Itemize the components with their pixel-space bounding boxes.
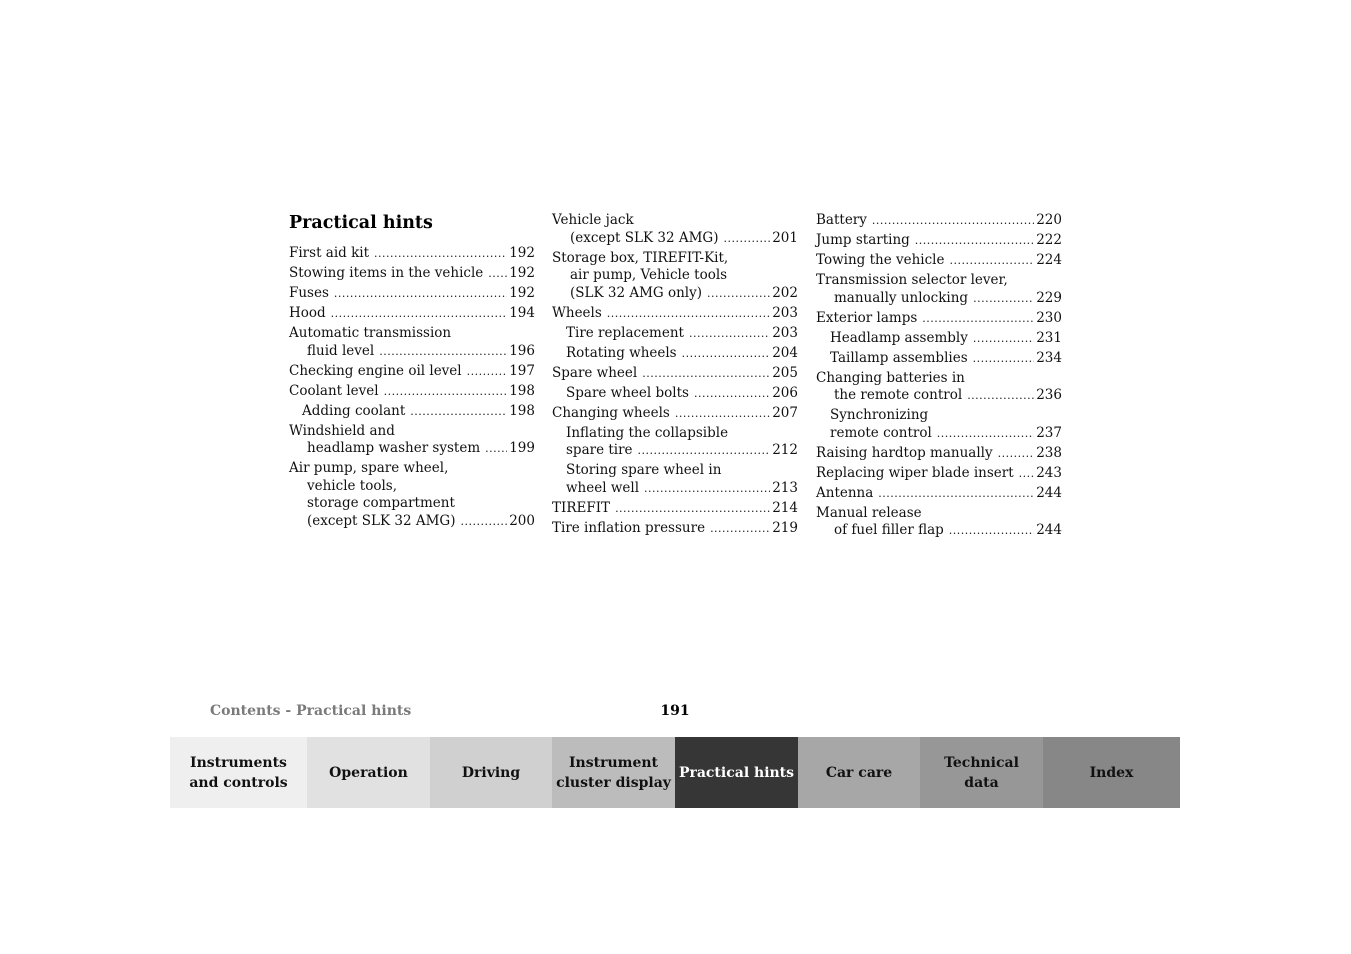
entry-line <box>816 445 1062 463</box>
index-entry <box>552 405 798 423</box>
entry-line <box>816 370 1062 388</box>
entry-line <box>552 305 798 323</box>
entry-line <box>816 350 1062 368</box>
entry-line <box>816 212 1062 230</box>
dot-leader <box>374 245 507 263</box>
entry-line <box>816 505 1062 523</box>
entry-line <box>816 407 1062 425</box>
index-entry <box>816 330 1062 348</box>
entry-line <box>289 403 535 421</box>
index-entry <box>552 365 798 383</box>
entry-page-number: 243 <box>1036 464 1062 481</box>
entry-line <box>816 252 1062 270</box>
entry-page-number: 202 <box>772 284 798 301</box>
entry-line <box>289 383 535 401</box>
index-entry <box>816 465 1062 483</box>
entry-page-number: 222 <box>1036 232 1062 248</box>
dot-leader <box>644 480 770 498</box>
entry-page-number: 203 <box>772 304 798 321</box>
entry-line <box>816 522 1062 540</box>
index-entry <box>289 403 535 421</box>
entry-line <box>816 330 1062 348</box>
entry-line <box>289 478 535 496</box>
index-entry <box>816 445 1062 463</box>
entry-page-number: 194 <box>509 305 535 321</box>
tab-operation[interactable]: Operation <box>307 737 430 808</box>
dot-leader <box>998 445 1035 463</box>
entry-title: Spare wheel bolts <box>566 384 689 401</box>
entry-title: TIREFIT <box>552 499 611 516</box>
entry-line <box>816 387 1062 405</box>
index-entry <box>289 460 535 530</box>
dot-leader <box>675 405 770 423</box>
contents-column-2 <box>552 212 798 540</box>
entry-page-number: 219 <box>772 519 798 536</box>
entry-line <box>289 245 535 263</box>
entry-title: manually unlocking <box>834 289 969 306</box>
entry-title: wheel well <box>566 479 640 496</box>
dot-leader <box>488 265 507 283</box>
entry-page-number: 224 <box>1036 252 1062 268</box>
dot-leader <box>331 305 508 323</box>
entry-title: Stowing items in the vehicle <box>289 265 484 281</box>
entry-page-number: 205 <box>772 364 798 381</box>
entry-line <box>552 405 798 423</box>
entry-line <box>552 345 798 363</box>
index-entry <box>552 425 798 460</box>
contents-column-1 <box>289 212 535 533</box>
index-entry <box>816 370 1062 405</box>
entry-line <box>552 462 798 480</box>
entry-page-number: 200 <box>509 512 535 529</box>
entry-line <box>289 305 535 323</box>
dot-leader <box>973 330 1034 348</box>
index-entry <box>816 252 1062 270</box>
entry-line <box>816 425 1062 443</box>
entry-page-number: 197 <box>509 362 535 379</box>
index-entry <box>289 305 535 323</box>
entry-title: Transmission selector lever, <box>816 272 1008 288</box>
tab-technical-data[interactable]: Technical data <box>920 737 1043 808</box>
entry-title: (except SLK 32 AMG) <box>570 229 719 246</box>
index-entry <box>289 265 535 283</box>
entry-list <box>552 212 798 537</box>
tab-instrument-cluster-display[interactable]: Instrument cluster display <box>552 737 675 808</box>
dot-leader <box>460 513 507 531</box>
entry-line <box>552 250 798 268</box>
entry-page-number: 213 <box>772 479 798 496</box>
entry-line <box>552 230 798 248</box>
entry-page-number: 237 <box>1036 424 1062 441</box>
dot-leader <box>384 383 508 401</box>
entry-line <box>552 285 798 303</box>
dot-leader <box>922 310 1034 328</box>
entry-line <box>552 425 798 443</box>
entry-page-number: 192 <box>509 285 535 301</box>
entry-page-number: 234 <box>1036 349 1062 366</box>
index-entry <box>552 212 798 247</box>
entry-title: Changing batteries in <box>816 369 965 386</box>
entry-line <box>289 440 535 458</box>
entry-line <box>289 460 535 478</box>
entry-title: Spare wheel <box>552 364 638 381</box>
index-entry <box>816 485 1062 503</box>
entry-title: Storing spare wheel in <box>566 462 722 478</box>
entry-page-number: 244 <box>1036 484 1062 501</box>
entry-title: Windshield and <box>289 422 395 439</box>
entry-page-number: 207 <box>772 404 798 421</box>
entry-line <box>816 310 1062 328</box>
index-entry <box>289 325 535 360</box>
entry-page-number: 198 <box>509 402 535 419</box>
dot-leader <box>973 290 1034 308</box>
dot-leader <box>410 403 507 421</box>
dot-leader <box>723 230 770 248</box>
chapter-tab-bar <box>170 737 1180 808</box>
index-entry <box>552 520 798 538</box>
entry-line <box>289 343 535 361</box>
dot-leader <box>710 520 770 538</box>
entry-line <box>289 513 535 531</box>
entry-title: Tire replacement <box>566 324 684 341</box>
entry-title: air pump, Vehicle tools <box>570 267 728 283</box>
index-entry <box>816 407 1062 442</box>
entry-title: Coolant level <box>289 382 379 399</box>
dot-leader <box>638 442 771 460</box>
tab-instruments-and-controls[interactable]: Instruments and controls <box>170 737 307 808</box>
tab-practical-hints[interactable]: Practical hints <box>675 737 798 808</box>
entry-line <box>552 480 798 498</box>
dot-leader <box>707 285 770 303</box>
entry-title: First aid kit <box>289 245 370 261</box>
entry-title: Headlamp assembly <box>830 329 968 346</box>
entry-page-number: 206 <box>772 384 798 401</box>
entry-line <box>816 272 1062 290</box>
tab-index[interactable]: Index <box>1043 737 1180 808</box>
entry-title: of fuel filler flap <box>834 522 944 538</box>
entry-title: Checking engine oil level <box>289 362 462 379</box>
index-entry <box>552 500 798 518</box>
entry-line <box>552 520 798 538</box>
index-entry <box>289 363 535 381</box>
entry-line <box>289 363 535 381</box>
dot-leader <box>615 500 770 518</box>
index-entry <box>816 272 1062 307</box>
entry-title: Wheels <box>552 304 602 321</box>
entry-title: Jump starting <box>816 232 910 248</box>
dot-leader <box>872 212 1034 230</box>
entry-title: Rotating wheels <box>566 344 677 361</box>
entry-page-number: 198 <box>509 382 535 399</box>
dot-leader <box>949 522 1034 540</box>
entry-title: Replacing wiper blade insert <box>816 464 1014 481</box>
index-entry <box>289 383 535 401</box>
entry-title: Storage box, TIREFIT-Kit, <box>552 249 729 266</box>
entry-title: (SLK 32 AMG only) <box>570 284 703 301</box>
entry-title: Exterior lamps <box>816 309 918 326</box>
entry-title: Vehicle jack <box>552 212 634 228</box>
dot-leader <box>607 305 770 323</box>
entry-line <box>552 267 798 285</box>
entry-line <box>552 365 798 383</box>
index-entry <box>816 310 1062 328</box>
dot-leader <box>694 385 770 403</box>
entry-title: the remote control <box>834 387 963 403</box>
dot-leader <box>973 350 1035 368</box>
dot-leader <box>1019 465 1035 483</box>
dot-leader <box>878 485 1034 503</box>
entry-title: Adding coolant <box>302 402 406 419</box>
entry-line <box>816 290 1062 308</box>
entry-line <box>289 495 535 513</box>
entry-title: headlamp washer system <box>307 440 481 456</box>
entry-title: Inflating the collapsible <box>566 424 729 441</box>
entry-line <box>552 325 798 343</box>
index-entry <box>552 462 798 497</box>
dot-leader <box>937 425 1034 443</box>
section-heading: Practical hints <box>289 213 433 233</box>
entry-title: Towing the vehicle <box>816 252 945 268</box>
index-entry <box>816 505 1062 540</box>
index-entry <box>552 305 798 323</box>
entry-title: Battery <box>816 212 867 228</box>
index-entry <box>552 250 798 303</box>
entry-title: spare tire <box>566 442 633 458</box>
index-entry <box>289 423 535 458</box>
entry-title: Air pump, spare wheel, <box>289 460 449 476</box>
dot-leader <box>467 363 508 381</box>
entry-title: fluid level <box>307 342 375 359</box>
entry-title: Automatic transmission <box>289 325 452 341</box>
entry-page-number: 230 <box>1036 309 1062 326</box>
dot-leader <box>682 345 771 363</box>
entry-line <box>289 423 535 441</box>
entry-page-number: 204 <box>772 344 798 361</box>
entry-page-number: 214 <box>772 499 798 516</box>
entry-line <box>816 465 1062 483</box>
dot-leader <box>915 232 1034 250</box>
entry-title: Hood <box>289 305 326 321</box>
entry-page-number: 201 <box>772 229 798 246</box>
entry-page-number: 199 <box>509 440 535 456</box>
index-entry <box>289 245 535 263</box>
entry-title: storage compartment <box>307 495 455 511</box>
entry-line <box>552 385 798 403</box>
tab-driving[interactable]: Driving <box>430 737 552 808</box>
footer-section-title: Contents - Practical hints <box>210 703 412 719</box>
entry-page-number: 244 <box>1036 522 1062 538</box>
entry-page-number: 196 <box>509 342 535 359</box>
entry-page-number: 212 <box>772 442 798 458</box>
entry-title: Synchronizing <box>830 407 929 423</box>
entry-page-number: 203 <box>772 324 798 341</box>
entry-title: Tire inflation pressure <box>552 519 706 536</box>
index-entry <box>552 385 798 403</box>
contents-column-3 <box>816 212 1062 542</box>
entry-page-number: 192 <box>509 245 535 261</box>
index-entry <box>816 212 1062 230</box>
entry-title: Raising hardtop manually <box>816 444 993 461</box>
entry-list <box>816 212 1062 540</box>
entry-title: Manual release <box>816 504 922 521</box>
index-entry <box>816 350 1062 368</box>
page-number: 191 <box>660 703 690 719</box>
dot-leader <box>379 343 507 361</box>
entry-line <box>289 265 535 283</box>
entry-title: remote control <box>830 424 932 441</box>
tab-car-care[interactable]: Car care <box>798 737 920 808</box>
index-entry <box>552 325 798 343</box>
entry-title: (except SLK 32 AMG) <box>307 512 456 529</box>
dot-leader <box>949 252 1034 270</box>
entry-line <box>816 485 1062 503</box>
entry-line <box>552 212 798 230</box>
entry-page-number: 220 <box>1036 212 1062 228</box>
entry-title: Taillamp assemblies <box>830 349 968 366</box>
index-entry <box>289 285 535 303</box>
entry-list <box>289 245 535 530</box>
entry-title: Fuses <box>289 285 329 301</box>
dot-leader <box>689 325 770 343</box>
entry-page-number: 236 <box>1036 387 1062 403</box>
dot-leader <box>334 285 507 303</box>
dot-leader <box>967 387 1034 405</box>
entry-line <box>552 442 798 460</box>
entry-line <box>816 232 1062 250</box>
entry-page-number: 231 <box>1036 329 1062 346</box>
entry-line <box>289 325 535 343</box>
entry-line <box>552 500 798 518</box>
entry-line <box>289 285 535 303</box>
dot-leader <box>485 440 507 458</box>
index-entry <box>552 345 798 363</box>
entry-title: vehicle tools, <box>307 477 398 494</box>
entry-page-number: 238 <box>1036 444 1062 461</box>
index-entry <box>816 232 1062 250</box>
dot-leader <box>642 365 770 383</box>
entry-page-number: 229 <box>1036 289 1062 306</box>
entry-title: Antenna <box>816 484 874 501</box>
entry-page-number: 192 <box>509 265 535 281</box>
entry-title: Changing wheels <box>552 404 670 421</box>
